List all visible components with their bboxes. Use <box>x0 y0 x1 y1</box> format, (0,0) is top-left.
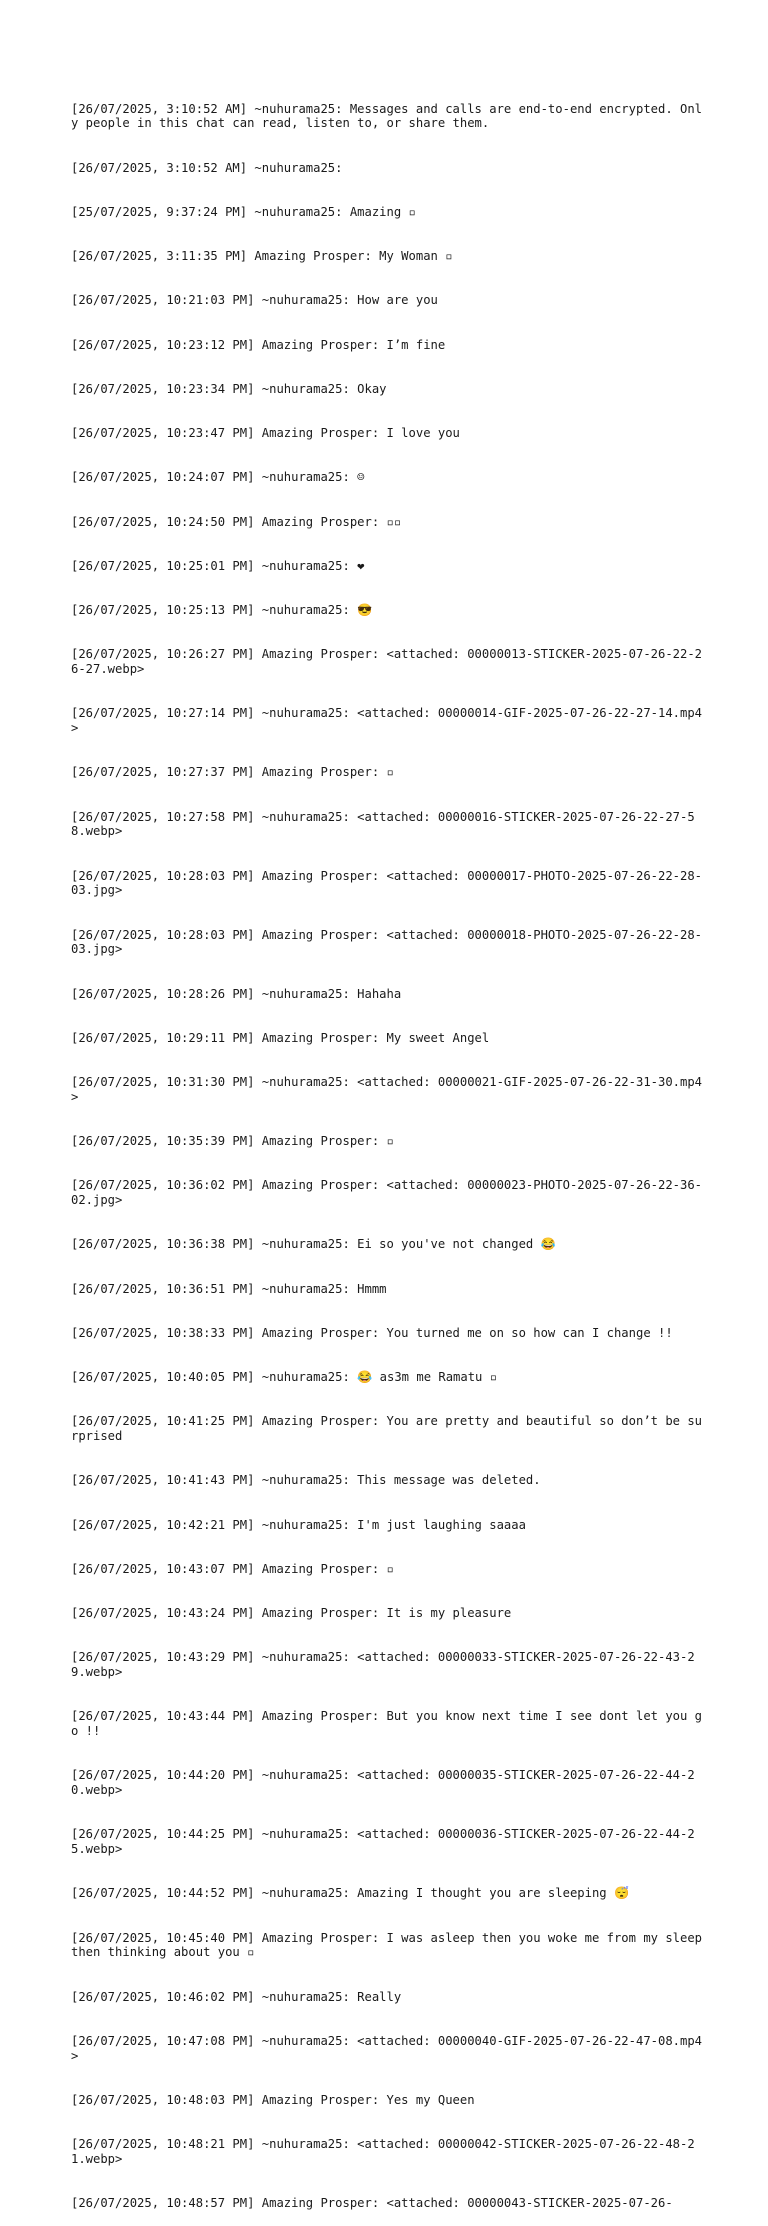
chat-line: [26/07/2025, 10:27:14 PM] ~nuhurama25: <attached: 00000014-GIF-2025-07-26-22-27-14.mp4> <box>71 706 703 735</box>
chat-line: [26/07/2025, 10:27:37 PM] Amazing Prosper: ▫ <box>71 765 394 780</box>
chat-line: [26/07/2025, 10:36:51 PM] ~nuhurama25: Hmmm <box>71 1281 387 1296</box>
chat-line: [26/07/2025, 10:48:21 PM] ~nuhurama25: <attached: 00000042-STICKER-2025-07-26-22-48-21.webp> <box>71 2137 695 2166</box>
chat-line: [26/07/2025, 10:26:27 PM] Amazing Prosper: <attached: 00000013-STICKER-2025-07-26-22-26-27.webp> <box>71 647 703 676</box>
chat-line: [26/07/2025, 10:48:57 PM] Amazing Prosper: <attached: 00000043-STICKER-2025-07-26- <box>71 2196 673 2210</box>
chat-line: [26/07/2025, 10:44:20 PM] ~nuhurama25: <attached: 00000035-STICKER-2025-07-26-22-44-20.webp> <box>71 1768 695 1797</box>
chat-line: [26/07/2025, 10:25:01 PM] ~nuhurama25: ❤ <box>71 558 365 573</box>
chat-line: [26/07/2025, 10:23:12 PM] Amazing Prosper: I’m fine <box>71 337 446 352</box>
chat-line: [26/07/2025, 10:46:02 PM] ~nuhurama25: Really <box>71 1989 402 2004</box>
chat-line: [26/07/2025, 10:29:11 PM] Amazing Prosper: My sweet Angel <box>71 1030 490 1045</box>
chat-line: [26/07/2025, 10:43:07 PM] Amazing Prosper: ▫ <box>71 1561 394 1576</box>
chat-line: [26/07/2025, 10:40:05 PM] ~nuhurama25: 😂 as3m me Ramatu ▫ <box>71 1370 498 1384</box>
chat-line: [26/07/2025, 10:27:58 PM] ~nuhurama25: <attached: 00000016-STICKER-2025-07-26-22-27-58.webp> <box>71 809 695 839</box>
chat-line: [26/07/2025, 10:47:08 PM] ~nuhurama25: <attached: 00000040-GIF-2025-07-26-22-47-08.mp4> <box>71 2033 703 2063</box>
chat-line: [26/07/2025, 10:28:03 PM] Amazing Prosper: <attached: 00000017-PHOTO-2025-07-26-22-28-03.jpg> <box>71 868 703 898</box>
chat-line: [26/07/2025, 10:41:43 PM] ~nuhurama25: This message was deleted. <box>71 1473 541 1488</box>
chat-line: [26/07/2025, 10:43:44 PM] Amazing Prosper: But you know next time I see dont let you go !! <box>71 1709 703 1738</box>
chat-line: [26/07/2025, 10:45:40 PM] Amazing Prosper: I was asleep then you woke me from my sleep then thinking about you ▫ <box>71 1930 710 1960</box>
chat-transcript <box>71 72 710 2226</box>
chat-line: [26/07/2025, 10:36:02 PM] Amazing Prosper: <attached: 00000023-PHOTO-2025-07-26-22-36-02.jpg> <box>71 1178 703 1207</box>
chat-line: [26/07/2025, 10:41:25 PM] Amazing Prosper: You are pretty and beautiful so don’t be surprised <box>71 1414 703 1443</box>
chat-line: [26/07/2025, 10:25:13 PM] ~nuhurama25: 😎 <box>71 603 373 617</box>
chat-line: [26/07/2025, 10:43:29 PM] ~nuhurama25: <attached: 00000033-STICKER-2025-07-26-22-43-29.webp> <box>71 1650 695 1679</box>
chat-line: [26/07/2025, 10:28:03 PM] Amazing Prosper: <attached: 00000018-PHOTO-2025-07-26-22-28-03.jpg> <box>71 927 703 957</box>
chat-line: [26/07/2025, 3:10:52 AM] ~nuhurama25: <box>71 160 343 175</box>
chat-line: [26/07/2025, 10:36:38 PM] ~nuhurama25: Ei so you've not changed 😂 <box>71 1237 556 1252</box>
chat-line: [26/07/2025, 10:44:52 PM] ~nuhurama25: Amazing I thought you are sleeping 😴 <box>71 1886 630 1901</box>
chat-line: [26/07/2025, 10:42:21 PM] ~nuhurama25: I'm just laughing saaaa <box>71 1517 526 1532</box>
chat-line: [25/07/2025, 9:37:24 PM] ~nuhurama25: Amazing ▫ <box>71 204 416 219</box>
chat-line: [26/07/2025, 10:28:26 PM] ~nuhurama25: Hahaha <box>71 986 402 1001</box>
chat-line: [26/07/2025, 10:38:33 PM] Amazing Prosper: You turned me on so how can I change !! <box>71 1325 673 1340</box>
chat-line: [26/07/2025, 10:23:34 PM] ~nuhurama25: Okay <box>71 381 387 396</box>
chat-line: [26/07/2025, 10:21:03 PM] ~nuhurama25: How are you <box>71 293 438 308</box>
chat-line: [26/07/2025, 3:11:35 PM] Amazing Prosper: My Woman ▫ <box>71 249 453 263</box>
chat-line: [26/07/2025, 10:24:07 PM] ~nuhurama25: ☺ <box>71 470 365 485</box>
chat-line: [26/07/2025, 3:10:52 AM] ~nuhurama25: Messages and calls are end-to-end encrypted. Only people in this chat can read, listen to, or share them. <box>71 101 703 131</box>
chat-line: [26/07/2025, 10:31:30 PM] ~nuhurama25: <attached: 00000021-GIF-2025-07-26-22-31-30.mp4> <box>71 1075 703 1104</box>
chat-line: [26/07/2025, 10:44:25 PM] ~nuhurama25: <attached: 00000036-STICKER-2025-07-26-22-44-25.webp> <box>71 1827 695 1856</box>
chat-line: [26/07/2025, 10:48:03 PM] Amazing Prosper: Yes my Queen <box>71 2092 475 2107</box>
chat-line: [26/07/2025, 10:24:50 PM] Amazing Prosper: ▫▫ <box>71 514 402 529</box>
chat-line: [26/07/2025, 10:35:39 PM] Amazing Prosper: ▫ <box>71 1134 394 1148</box>
chat-line: [26/07/2025, 10:23:47 PM] Amazing Prosper: I love you <box>71 426 460 440</box>
chat-line: [26/07/2025, 10:43:24 PM] Amazing Prosper: It is my pleasure <box>71 1606 512 1620</box>
